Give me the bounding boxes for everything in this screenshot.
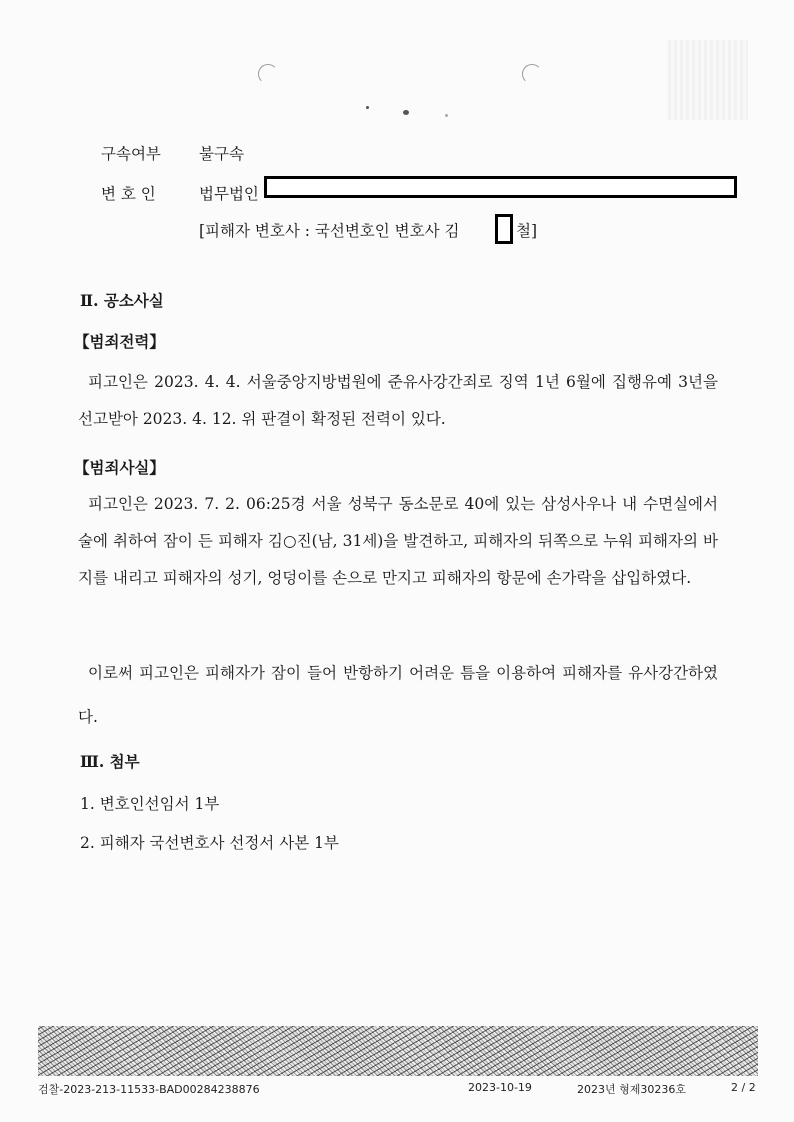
scan-speck [366, 106, 369, 109]
scan-speck [403, 110, 409, 115]
detention-value: 불구속 [199, 145, 244, 163]
facts-paragraph: 이로써 피고인은 피해자가 잠이 들어 반항하기 어려운 틈을 이용하여 피해자를 유사강간하였다. [78, 664, 718, 726]
attachment-item: 1. 변호인선임서 1부 [80, 795, 220, 813]
attachment-item: 2. 피해자 국선변호사 선정서 사본 1부 [80, 834, 339, 852]
record-paragraph: 피고인은 2023. 4. 4. 서울중앙지방법원에 준유사강간죄로 징역 1년 6월에 집행유예 3년을 선고받아 2023. 4. 12. 위 판결이 확정된 전력이 있다. [78, 373, 718, 428]
stamp-mark [668, 40, 748, 120]
punch-hole-right [522, 64, 542, 84]
record-heading: 【범죄전력】 [74, 332, 165, 351]
scan-noise-band [38, 1026, 758, 1076]
redaction-box [264, 176, 737, 198]
redaction-box [495, 214, 513, 244]
scan-speck [445, 114, 448, 117]
section-title: Ⅱ. 공소사실 [80, 291, 164, 310]
facts-heading: 【범죄사실】 [74, 458, 165, 477]
footer-case-number: 2023년 형제30236호 [577, 1083, 686, 1096]
victim-counsel-prefix: [피해자 변호사 : 국선변호인 변호사 김 [199, 222, 460, 240]
detention-label: 구속여부 [101, 145, 161, 163]
victim-counsel-suffix: 철] [516, 222, 538, 240]
facts-paragraph: 피고인은 2023. 7. 2. 06:25경 서울 성북구 동소문로 40에 있는 삼성사우나 내 수면실에서 술에 취하여 잠이 든 피해자 김○진(남, 31세)을 발견하고, 피해자의 뒤쪽으로 누워 피해자의 바지를 내리고 피해자의 성기, 엉덩이를 손으로 만지고 피해자의 항문에 손가락을 삽입하였다. [78, 495, 718, 587]
footer-doc-id: 검찰-2023-213-11533-BAD00284238876 [38, 1083, 260, 1096]
section-title: Ⅲ. 첨부 [80, 752, 140, 771]
footer-date: 2023-10-19 [468, 1081, 532, 1094]
counsel-label: 변 호 인 [101, 185, 156, 203]
punch-hole-left [258, 64, 278, 84]
footer-page-number: 2 / 2 [731, 1081, 756, 1094]
counsel-value: 법무법인 [199, 185, 259, 203]
